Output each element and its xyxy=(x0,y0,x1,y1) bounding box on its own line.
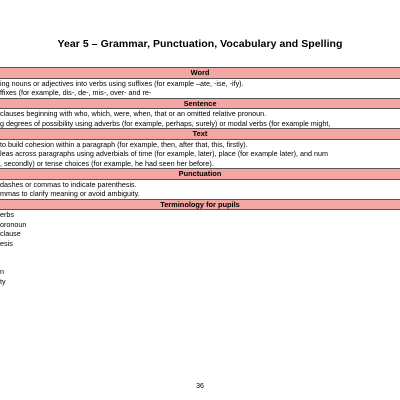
table-row: to build cohesion within a paragraph (for example, then, after that, this, firstly). xyxy=(0,139,248,149)
table-row: g degrees of possibility using adverbs (for example, perhaps, surely) or modal verbs (for example might, xyxy=(0,119,400,130)
list-item: esis xyxy=(0,238,13,248)
table-row: leas across paragraphs using adverbials of time (for example, later), place (for example later), and num xyxy=(0,149,328,158)
list-item: ty xyxy=(0,276,6,286)
curriculum-table xyxy=(0,67,400,286)
list-item xyxy=(0,258,400,268)
section-header-punctuation: Punctuation xyxy=(0,169,400,180)
list-item: erbs xyxy=(0,210,14,219)
list-item: oronoun xyxy=(0,219,27,229)
table-row: dashes or commas to indicate parenthesis. xyxy=(0,179,137,189)
section-header-word: Word xyxy=(0,68,400,79)
table-row: clauses beginning with who, which, were, when, that or an omitted relative pronoun. xyxy=(0,109,267,118)
section-header-terminology: Terminology for pupils xyxy=(0,200,400,211)
section-header-text: Text xyxy=(0,129,400,140)
section-header-sentence: Sentence xyxy=(0,99,400,110)
table-row: , secondly) or tense choices (for example, he had seen her before). xyxy=(0,159,400,170)
list-item: n xyxy=(0,267,4,276)
table-row: ing nouns or adjectives into verbs using suffixes (for example –ate, -ise, -ify). xyxy=(0,78,244,88)
list-item xyxy=(0,248,400,258)
table-row: mmas to clarify meaning or avoid ambiguity. xyxy=(0,189,400,200)
page-number: 36 xyxy=(196,383,204,390)
table-row: ffixes (for example, dis-, de-, mis-, over- and re- xyxy=(0,88,400,99)
list-item: clause xyxy=(0,229,21,238)
page-title: Year 5 – Grammar, Punctuation, Vocabulary and Spelling xyxy=(57,38,343,50)
